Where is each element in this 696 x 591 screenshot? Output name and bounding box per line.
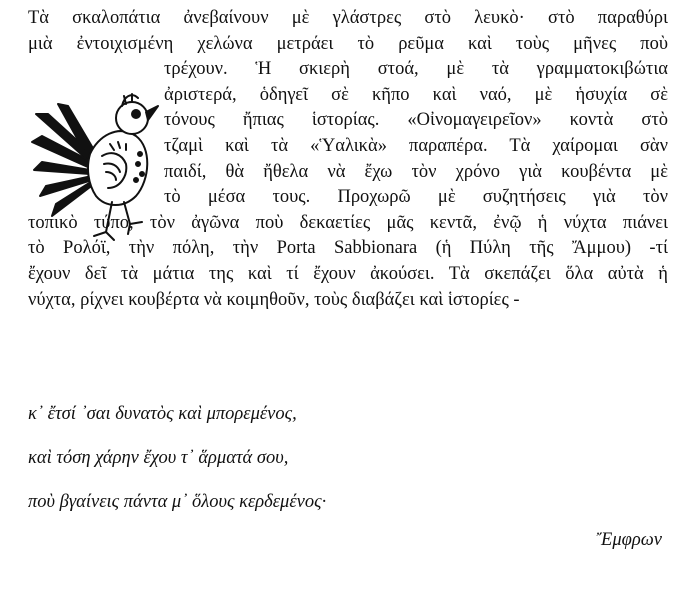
text-line: παιδί, θὰ ἤθελα νὰ ἔχω τὸν χρόνο γιὰ κουβέντα μὲ xyxy=(164,161,668,182)
text-line: Τὰ σκαλοπάτια ἀνεβαίνουν μὲ γλάστρες στὸ λευκὸ· στὸ παραθύρι xyxy=(28,8,668,28)
text-line: τὸ Ρολόϊ, τὴν πόλη, τὴν Porta Sabbionara (ἡ Πύλη τῆς Ἄμμου) -τί xyxy=(28,238,668,259)
author-signature: Ἔμφρων xyxy=(596,530,662,550)
text-line: τζαμὶ καὶ τὰ «Ὑαλικὰ» παραπέρα. Τὰ χαίρομαι σὰν xyxy=(164,135,668,156)
text-line: τοπικὸ τύπο, τὸν ἀγῶνα ποὺ δεκαετίες μᾶς κεντᾶ, ἐνῷ ἡ νύχτα πιάνει xyxy=(28,212,668,233)
text-line: ἔχουν δεῖ τὰ μάτια της καὶ τί ἔχουν ἀκούσει. Τὰ σκεπάζει ὅλα αὐτὰ ἡ xyxy=(28,263,668,284)
text-line: τρέχουν. Ἡ σκιερὴ στοά, μὲ τὰ γραμματοκιβώτια xyxy=(164,59,668,80)
text-line: τόνους ἤπιας ἱστορίας. «Οἰνομαγειρεῖον» κοντὰ στὸ xyxy=(164,110,668,131)
verse-line-2: καὶ τόση χάρην ἔχου τ᾽ ἅρματά σου, xyxy=(28,448,289,468)
text-line: νύχτα, ρίχνει κουβέρτα νὰ κοιμηθοῦν, τοὺς διαβάζει καὶ ἱστορίες - xyxy=(28,289,520,310)
text-line: τὸ μέσα τους. Προχωρῶ μὲ συζητήσεις γιὰ τὸν xyxy=(164,187,668,208)
body-text xyxy=(28,6,668,313)
text-line: ἀριστερά, ὁδηγεῖ σὲ κῆπο καὶ ναό, μὲ ἡσυχία σὲ xyxy=(164,84,668,105)
verse-line-3: ποὺ βγαίνεις πάντα μ᾽ ὅλους κερδεμένος· xyxy=(28,492,327,512)
verse-line-1: κ᾽ ἔτσί ᾽σαι δυνατὸς καὶ μπορεμένος, xyxy=(28,404,297,424)
text-line: μιὰ ἐντοιχισμένη χελώνα μετράει τὸ ρεῦμα καὶ τοὺς μῆνες ποὺ xyxy=(28,33,668,54)
